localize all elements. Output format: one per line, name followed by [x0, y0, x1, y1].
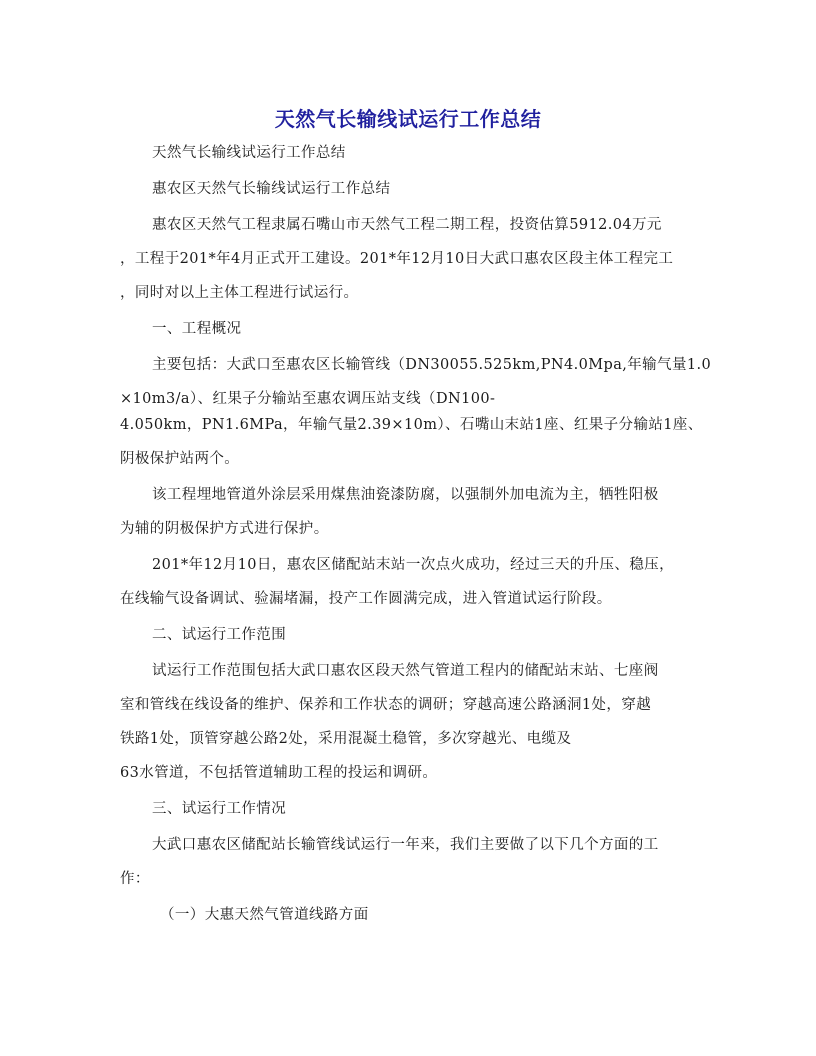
subtitle-line: 惠农区天然气长输线试运行工作总结 [152, 181, 391, 197]
paragraph-line: ，工程于201*年4月正式开工建设。201*年12月10日大武口惠农区段主体工程完工 [120, 251, 674, 267]
paragraph-line: 201*年12月10日，惠农区储配站末站一次点火成功，经过三天的升压、稳压， [152, 557, 675, 573]
paragraph-line: 为辅的阴极保护方式进行保护。 [120, 521, 329, 537]
paragraph-line: 铁路1处，顶管穿越公路2处，采用混凝土稳管，多次穿越光、电缆及 [120, 731, 572, 747]
section-heading: 一、工程概况 [152, 321, 242, 337]
paragraph-line: 63水管道，不包括管道辅助工程的投运和调研。 [120, 765, 438, 781]
subtitle-line: 天然气长输线试运行工作总结 [152, 145, 346, 161]
section-heading: 二、试运行工作范围 [152, 627, 287, 643]
paragraph-line: 大武口惠农区储配站长输管线试运行一年来，我们主要做了以下几个方面的工 [152, 837, 659, 853]
paragraph-line: 惠农区天然气工程隶属石嘴山市天然气工程二期工程，投资估算5912.04万元 [152, 217, 662, 233]
document-title: 天然气长输线试运行工作总结 [274, 107, 542, 131]
paragraph-line: 在线输气设备调试、验漏堵漏，投产工作圆满完成，进入管道试运行阶段。 [120, 591, 612, 607]
paragraph-line: 室和管线在线设备的维护、保养和工作状态的调研；穿越高速公路涵洞1处，穿越 [120, 697, 652, 713]
paragraph-line: 4.050km，PN1.6MPa，年输气量2.39×10m）、石嘴山末站1座、红果子分输站1座、 [120, 417, 703, 433]
paragraph-line: ×10m3/a）、红果子分输站至惠农调压站支线（DN100- [120, 391, 496, 407]
subsection-heading: （一）大惠天然气管道线路方面 [160, 907, 369, 923]
paragraph-line: 该工程埋地管道外涂层采用煤焦油瓷漆防腐，以强制外加电流为主，牺牲阳极 [152, 487, 659, 503]
paragraph-line: 试运行工作范围包括大武口惠农区段天然气管道工程内的储配站末站、七座阀 [152, 663, 659, 679]
paragraph-line: 作： [120, 871, 150, 887]
paragraph-line: 阴极保护站两个。 [120, 451, 240, 467]
paragraph-line: ，同时对以上主体工程进行试运行。 [120, 285, 359, 301]
section-heading: 三、试运行工作情况 [152, 801, 287, 817]
paragraph-line: 主要包括：大武口至惠农区长输管线（DN30055.525km,PN4.0Mpa,年输气量1.0 [152, 357, 712, 373]
